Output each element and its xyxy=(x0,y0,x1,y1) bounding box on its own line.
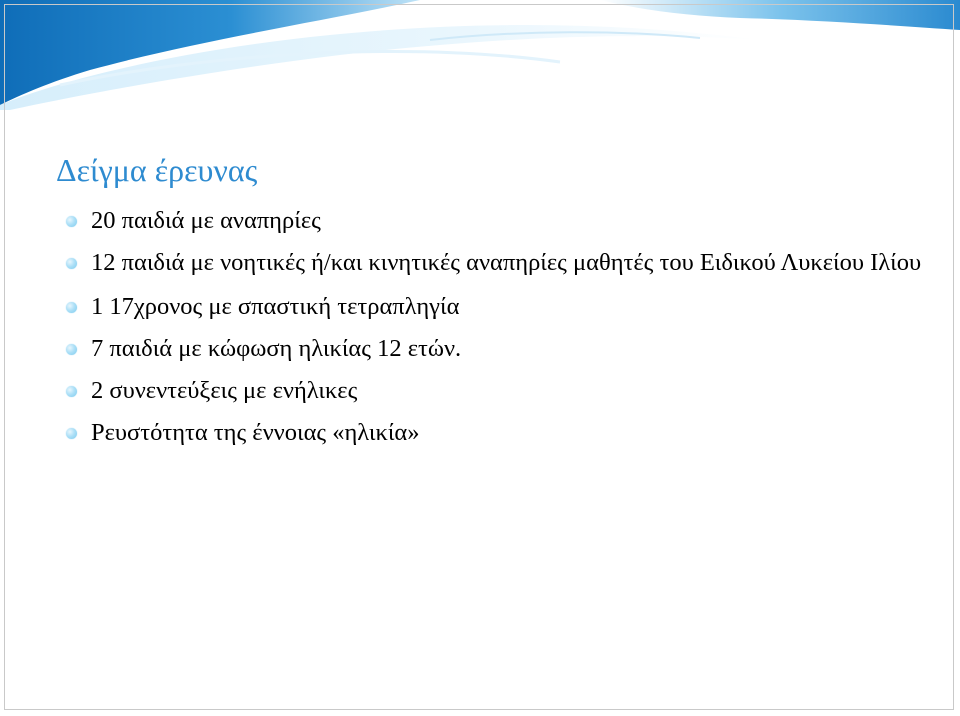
bullet-dot-icon xyxy=(66,302,77,313)
bullet-dot-icon xyxy=(66,428,77,439)
bullet-text: 7 παιδιά με κώφωση ηλικίας 12 ετών. xyxy=(91,335,462,362)
bullet-list xyxy=(66,206,926,460)
bullet-dot-icon xyxy=(66,386,77,397)
bullet-text: 12 παιδιά με νοητικές ή/και κινητικές αναπηρίες μαθητές του Ειδικού Λυκείου Ιλίου xyxy=(91,249,922,276)
bullet-item xyxy=(66,334,926,364)
bullet-item xyxy=(66,292,926,322)
bullet-item xyxy=(66,206,926,236)
bullet-item xyxy=(66,248,926,278)
bullet-text: 2 συνεντεύξεις με ενήλικες xyxy=(91,377,358,404)
bullet-text: Ρευστότητα της έννοιας «ηλικία» xyxy=(91,419,420,446)
bullet-dot-icon xyxy=(66,344,77,355)
bullet-dot-icon xyxy=(66,258,77,269)
bullet-text: 1 17χρονος με σπαστική τετραπληγία xyxy=(91,293,460,320)
bullet-item xyxy=(66,376,926,406)
bullet-text: 20 παιδιά με αναπηρίες xyxy=(91,207,321,234)
slide-title: Δείγμα έρευνας xyxy=(56,152,258,188)
bullet-dot-icon xyxy=(66,216,77,227)
bullet-item xyxy=(66,418,926,448)
